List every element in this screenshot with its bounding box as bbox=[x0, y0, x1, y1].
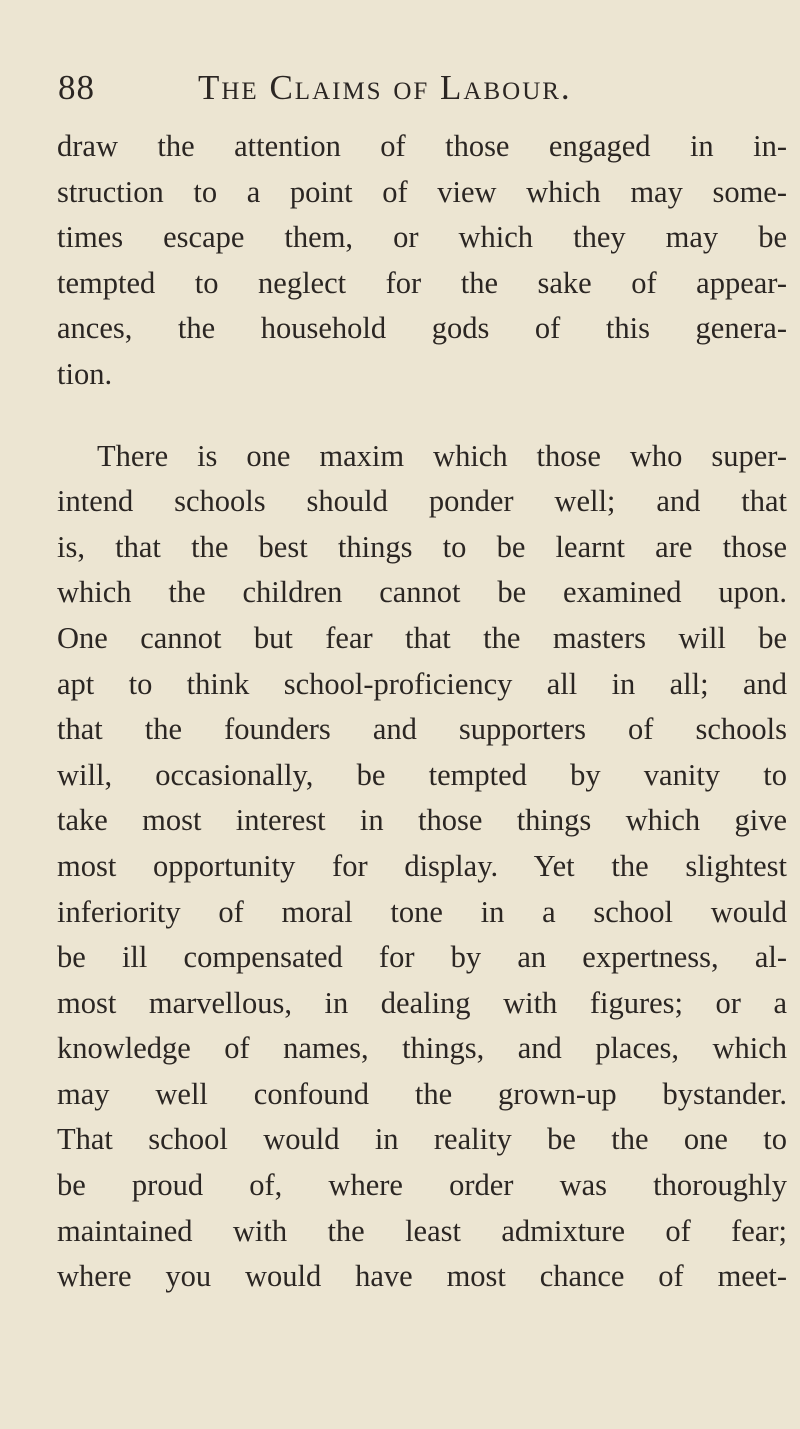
text-line: will, occasionally, be tempted by vanity to bbox=[57, 757, 787, 792]
text-line: may well confound the grown-up bystander. bbox=[57, 1076, 787, 1111]
text-line: struction to a point of view which may some- bbox=[57, 174, 787, 209]
running-head bbox=[58, 68, 760, 112]
text-line: draw the attention of those engaged in in- bbox=[57, 129, 787, 163]
text-line: That school would in reality be the one to bbox=[57, 1122, 787, 1157]
text-line: where you would have most chance of meet- bbox=[57, 1259, 787, 1294]
text-line: most opportunity for display. Yet the slightest bbox=[57, 848, 787, 883]
text-line: times escape them, or which they may be bbox=[57, 220, 787, 255]
text-line: that the founders and supporters of schools bbox=[57, 712, 787, 747]
page-number: 88 bbox=[58, 68, 95, 107]
running-title: The Claims of Labour. bbox=[198, 68, 572, 107]
text-line: knowledge of names, things, and places, which bbox=[57, 1031, 787, 1066]
text-line: take most interest in those things which give bbox=[57, 803, 787, 838]
text-line: tempted to neglect for the sake of appear- bbox=[57, 265, 787, 300]
text-line: be proud of, where order was thoroughly bbox=[57, 1168, 787, 1203]
paragraph-1 bbox=[57, 124, 787, 398]
text-line: be ill compensated for by an expertness, al- bbox=[57, 940, 787, 975]
text-line: There is one maxim which those who super- bbox=[97, 438, 787, 473]
text-line: intend schools should ponder well; and that bbox=[57, 484, 787, 519]
text-line: apt to think school-proficiency all in all; and bbox=[57, 666, 787, 701]
text-line: is, that the best things to be learnt are those bbox=[57, 529, 787, 564]
body-text bbox=[57, 124, 787, 1300]
text-line: One cannot but fear that the masters will be bbox=[57, 620, 787, 655]
paragraph-2 bbox=[57, 434, 787, 1300]
text-line: tion. bbox=[57, 356, 113, 391]
text-line: most marvellous, in dealing with figures; or a bbox=[57, 985, 787, 1020]
text-line: inferiority of moral tone in a school would bbox=[57, 894, 787, 929]
text-line: which the children cannot be examined upon. bbox=[57, 575, 787, 610]
text-line: ances, the household gods of this genera- bbox=[57, 311, 787, 346]
text-line: maintained with the least admixture of fear; bbox=[57, 1213, 787, 1248]
